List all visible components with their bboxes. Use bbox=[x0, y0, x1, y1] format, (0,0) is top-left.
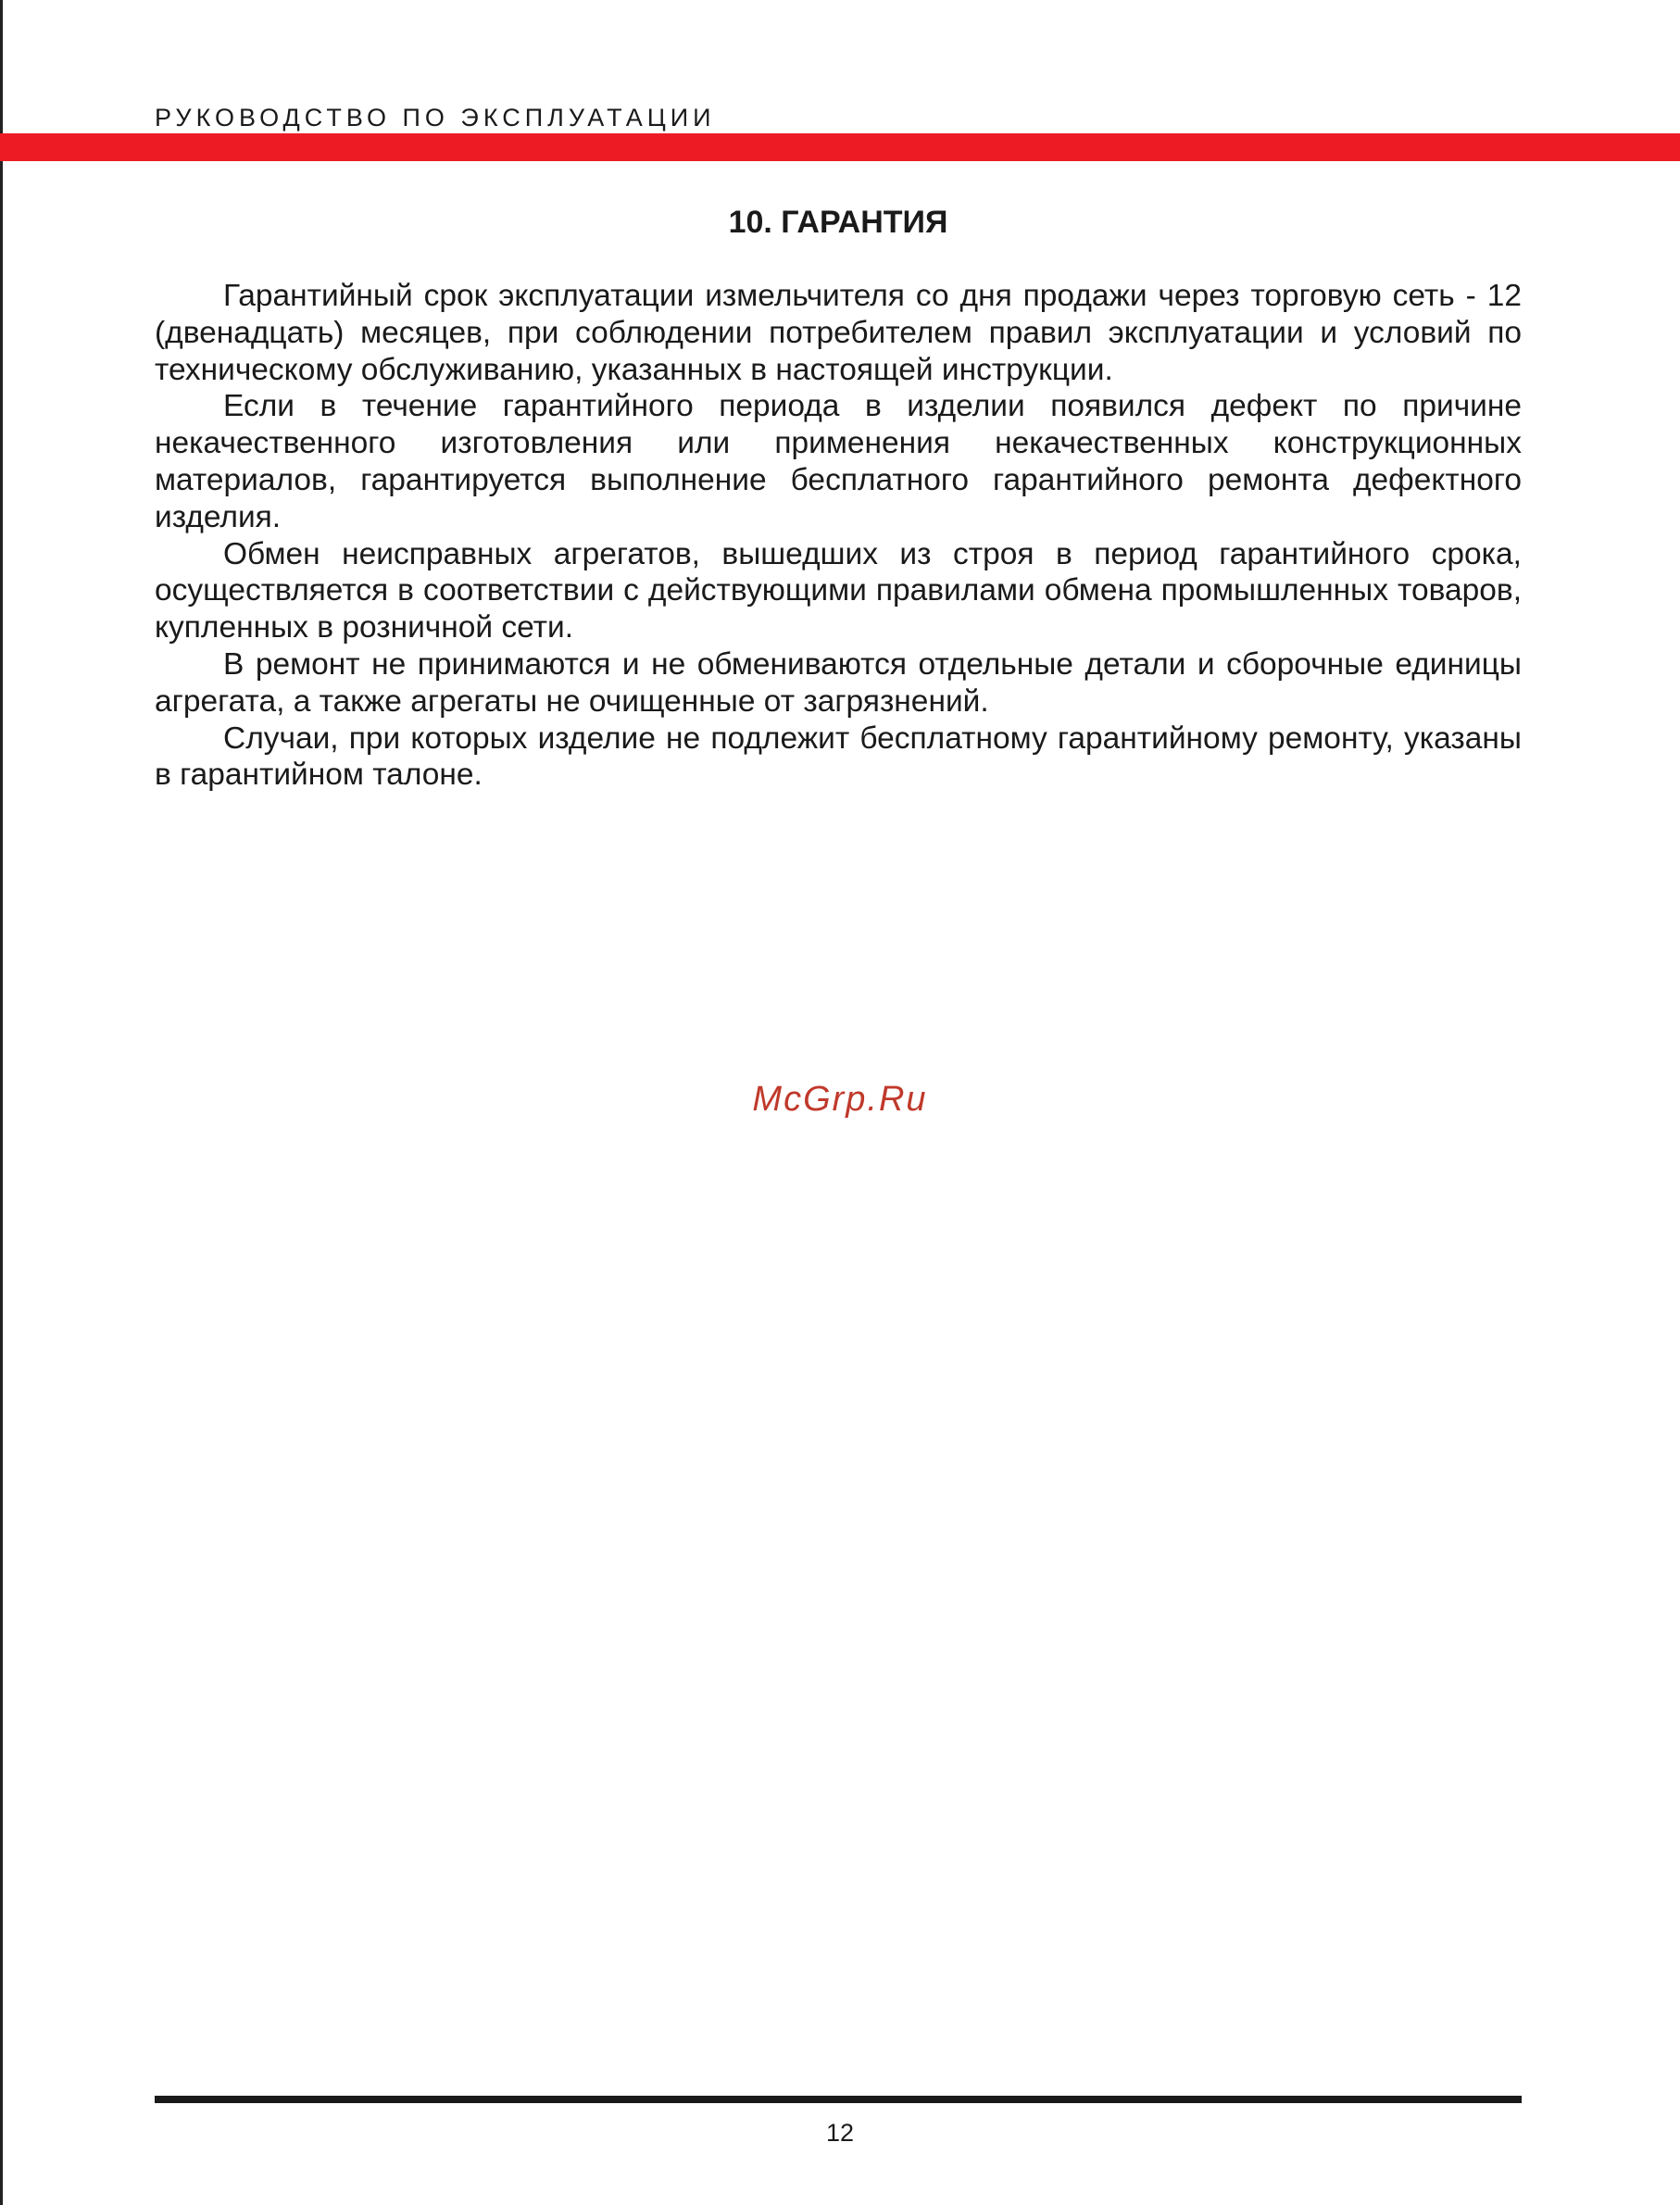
paragraph-exclusions: Случаи, при которых изделие не подлежит бесплатному гарантийному ремонту, указаны в гарантийном талоне. bbox=[155, 720, 1522, 793]
paragraph-not-accepted: В ремонт не принимаются и не обмениваются отдельные детали и сборочные единицы агрегата, а также агрегаты не очищенные от загрязнений. bbox=[155, 646, 1522, 719]
paragraph-warranty-term: Гарантийный срок эксплуатации измельчителя со дня продажи через торговую сеть - 12 (двенадцать) месяцев, при соблюдении потребителем правил эксплуатации и условий по техническому обслуживанию, указанных в настоящей инструкции. bbox=[155, 279, 1522, 387]
paragraph-exchange: Обмен неисправных агрегатов, вышедших из строя в период гарантийного срока, осуществляется в соответствии с действующими правилами обмена промышленных товаров, купленных в розничной сети. bbox=[155, 536, 1522, 645]
paragraph-defect-repair: Если в течение гарантийного периода в изделии появился дефект по причине некачественного изготовления или применения некачественных конструкционных материалов, гарантируется выполнение бесплатного гарантийного ремонта дефектного изделия. bbox=[155, 389, 1522, 534]
section-body bbox=[155, 278, 1522, 794]
running-header: РУКОВОДСТВО ПО ЭКСПЛУАТАЦИИ bbox=[155, 104, 716, 132]
watermark: McGrp.Ru bbox=[752, 1080, 928, 1119]
section-title: 10. ГАРАНТИЯ bbox=[728, 205, 948, 240]
header-red-bar bbox=[0, 133, 1680, 161]
page-number: 12 bbox=[825, 2119, 855, 2147]
footer-rule bbox=[155, 2096, 1522, 2103]
